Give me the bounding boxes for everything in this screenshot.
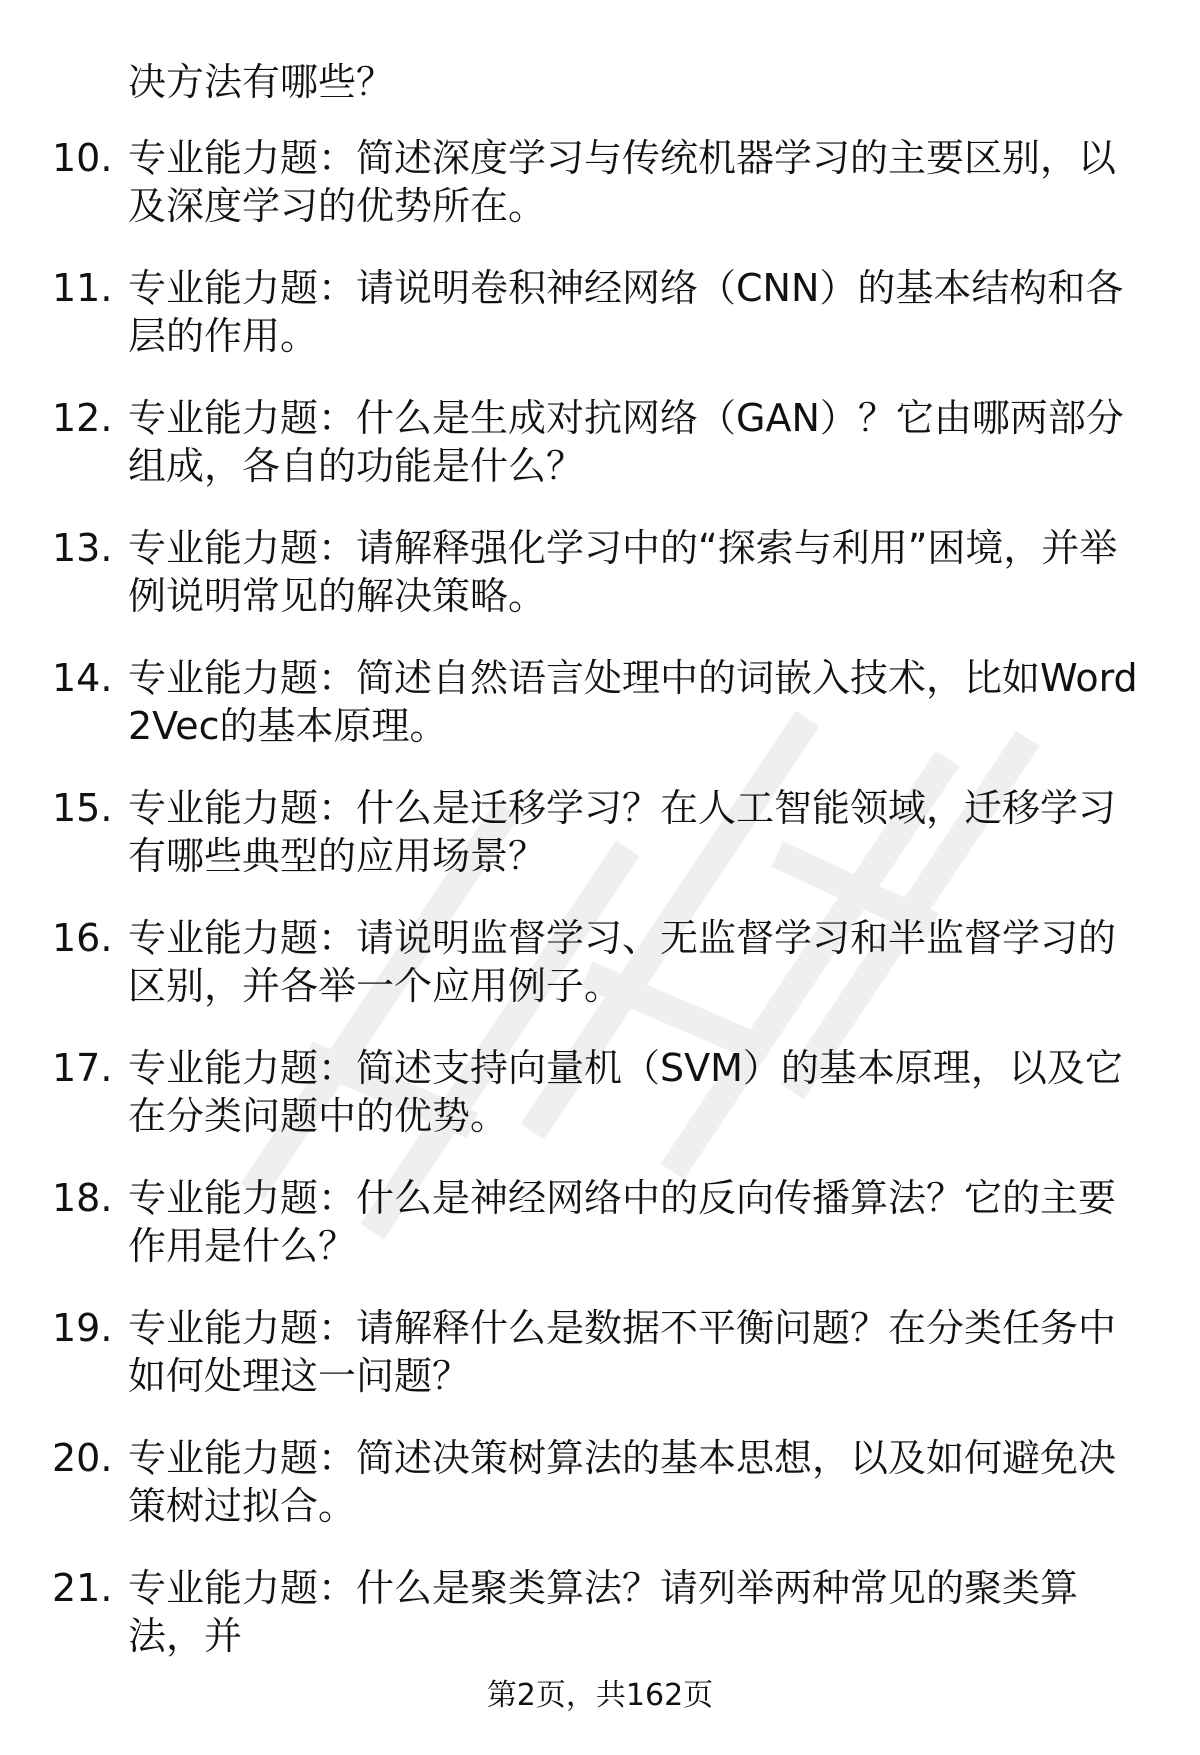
- item-text: 专业能力题：请解释强化学习中的“探索与利用”困境，并举例说明常见的解决策略。: [128, 526, 1118, 618]
- item-text: 专业能力题：什么是迁移学习？在人工智能领域，迁移学习有哪些典型的应用场景？: [128, 786, 1117, 878]
- item-number: 16.: [52, 916, 113, 960]
- item-number: 15.: [52, 786, 113, 830]
- item-number: 14.: [52, 656, 113, 700]
- item-text: 专业能力题：简述自然语言处理中的词嵌入技术，比如Word2Vec的基本原理。: [128, 656, 1138, 748]
- list-item-13: [52, 524, 1152, 620]
- list-item-16: [52, 914, 1152, 1010]
- item-number: 21.: [52, 1566, 113, 1610]
- list-item-12: [52, 394, 1152, 490]
- item-text: 专业能力题：什么是聚类算法？请列举两种常见的聚类算法，并: [128, 1566, 1079, 1658]
- item-number: 20.: [52, 1436, 113, 1480]
- item-text: 专业能力题：什么是生成对抗网络（GAN）？它由哪两部分组成，各自的功能是什么？: [128, 396, 1124, 488]
- list-item-17: [52, 1044, 1152, 1140]
- item-text: 专业能力题：请说明监督学习、无监督学习和半监督学习的区别，并各举一个应用例子。: [128, 916, 1117, 1008]
- item-text: 专业能力题：简述深度学习与传统机器学习的主要区别，以及深度学习的优势所在。: [128, 136, 1117, 228]
- list-item-20: [52, 1434, 1152, 1530]
- item-text: 专业能力题：请说明卷积神经网络（CNN）的基本结构和各层的作用。: [128, 266, 1124, 358]
- item-number: 17.: [52, 1046, 113, 1090]
- list-item-18: [52, 1174, 1152, 1270]
- item-number: 12.: [52, 396, 113, 440]
- list-item-21: [52, 1564, 1152, 1660]
- item-text: 专业能力题：简述决策树算法的基本思想，以及如何避免决策树过拟合。: [128, 1436, 1117, 1528]
- continuation-line: 决方法有哪些？: [128, 60, 395, 104]
- list-item-14: [52, 654, 1152, 750]
- item-number: 19.: [52, 1306, 113, 1350]
- item-text: 专业能力题：什么是神经网络中的反向传播算法？它的主要作用是什么？: [128, 1176, 1117, 1268]
- item-text: 专业能力题：请解释什么是数据不平衡问题？在分类任务中如何处理这一问题？: [128, 1306, 1117, 1398]
- item-number: 13.: [52, 526, 113, 570]
- item-number: 11.: [52, 266, 113, 310]
- page-footer: 第2页，共162页: [486, 1678, 714, 1713]
- item-number: 18.: [52, 1176, 113, 1220]
- list-item-11: [52, 264, 1152, 360]
- question-list: [52, 58, 1152, 1660]
- list-item-15: [52, 784, 1152, 880]
- item-number: 10.: [52, 136, 113, 180]
- list-item-10: [52, 134, 1152, 230]
- list-item-19: [52, 1304, 1152, 1400]
- item-text: 专业能力题：简述支持向量机（SVM）的基本原理，以及它在分类问题中的优势。: [128, 1046, 1123, 1138]
- list-item-continuation: [52, 58, 1152, 106]
